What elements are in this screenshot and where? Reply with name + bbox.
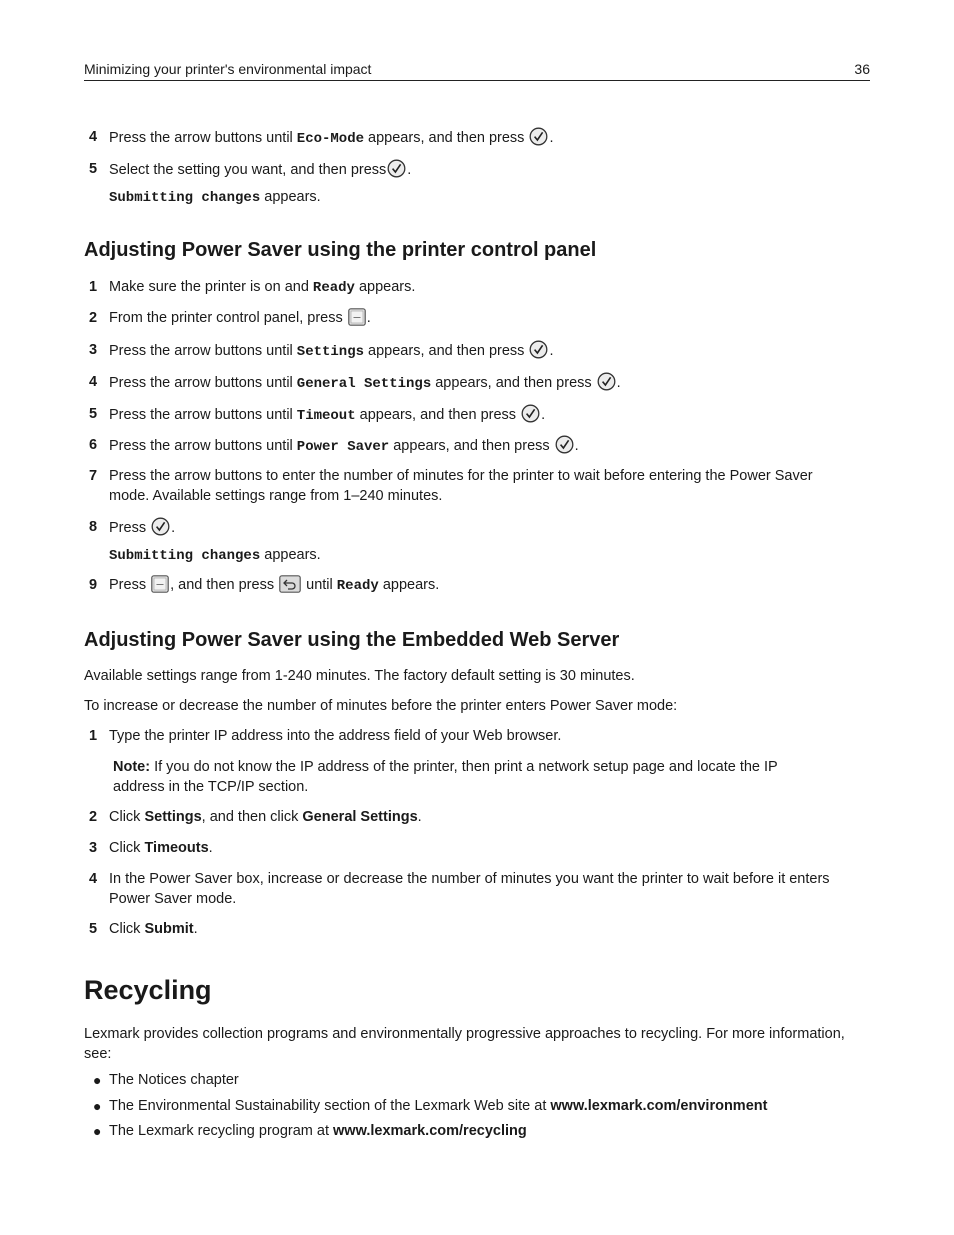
paragraph-settings-range: Available settings range from 1‑240 minutes. The factory default setting is 30 minutes. [84,668,635,684]
recycling-link[interactable]: www.lexmark.com/recycling [333,1123,527,1139]
recycling-intro: Lexmark provides collection programs and environmentally progressive approaches to recycling. For more information, see: [84,1026,845,1062]
environment-link[interactable]: www.lexmark.com/environment [550,1098,768,1114]
select-check-icon [521,404,540,423]
menu-button-icon [151,575,169,593]
section-heading-ews: Adjusting Power Saver using the Embedded Web Server [84,629,620,651]
select-check-icon [555,435,574,454]
header-title: Minimizing your printer's environmental impact [84,61,372,77]
step-result: Submitting changes appears. [109,547,321,564]
select-check-icon [151,517,170,536]
note-ip-address: Note: If you do not know the IP address of the printer, then print a network setup page and locate the IP address in the TCP/IP section. [113,759,778,795]
section-heading-control-panel: Adjusting Power Saver using the printer control panel [84,239,597,261]
step-number: 5 [89,161,98,177]
step-number: 4 [89,129,98,145]
step-result: Submitting changes appears. [109,189,321,206]
paragraph-intro: To increase or decrease the number of minutes before the printer enters Power Saver mode: [84,698,678,714]
step-text: Press the arrow buttons until Eco-Mode appears, and then press . [109,127,870,149]
running-header [84,60,870,81]
eco-mode-code: Eco-Mode [296,131,365,147]
step-text: Select the setting you want, and then press . [109,159,870,180]
back-button-icon [279,575,301,593]
page-number: 36 [854,61,870,77]
select-check-icon [387,159,406,178]
select-check-icon [529,127,548,146]
recycling-heading: Recycling [84,975,212,1005]
select-check-icon [529,340,548,359]
select-check-icon [597,372,616,391]
menu-button-icon [348,308,366,326]
